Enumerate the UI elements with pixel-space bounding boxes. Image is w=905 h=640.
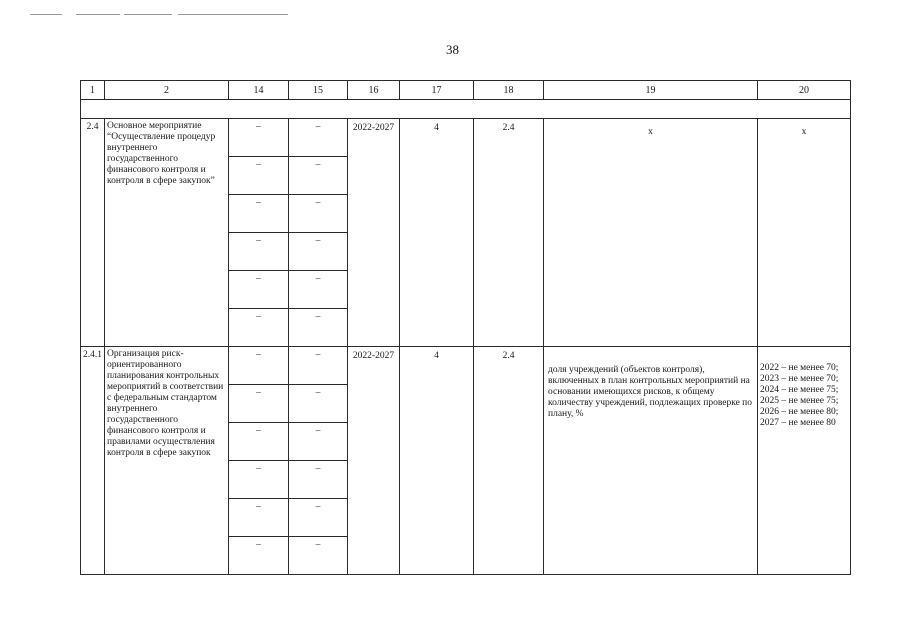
dash-cell: – (229, 385, 289, 423)
header-row (81, 81, 851, 100)
column-header: 14 (229, 81, 289, 100)
dash-cell: – (289, 537, 348, 575)
measure-name: Основное мероприятие “Осуществление процедур внутреннего государственного финансового контроля и контроля в сфере закупок” (105, 119, 229, 347)
period-cell: 2022-2027 (348, 119, 400, 347)
dash-cell: – (289, 195, 348, 233)
indicator-cell: x (544, 119, 758, 347)
col18-cell: 2.4 (474, 119, 544, 347)
target-line: 2026 – не менее 80; (760, 407, 839, 417)
column-header: 18 (474, 81, 544, 100)
dash-cell: – (229, 157, 289, 195)
target-cell (758, 347, 851, 575)
spacer-row (81, 100, 851, 119)
dash-cell: – (229, 461, 289, 499)
program-table (80, 80, 851, 575)
dash-cell: – (229, 271, 289, 309)
target-cell (758, 119, 851, 347)
indicator-cell: доля учреждений (объектов контроля), включенных в план контрольных мероприятий на основании имеющихся рисков, к общему количеству учреждений, подлежащих проверке по плану, % (544, 347, 758, 575)
col18-cell: 2.4 (474, 347, 544, 575)
col17-cell: 4 (400, 119, 474, 347)
dash-cell: – (229, 537, 289, 575)
column-header: 15 (289, 81, 348, 100)
target-line: 2022 – не менее 70; (760, 363, 839, 373)
scan-artifact-line (178, 14, 288, 15)
dash-cell: – (289, 461, 348, 499)
dash-cell: – (229, 309, 289, 347)
page-number: 38 (446, 42, 459, 57)
dash-cell: – (289, 499, 348, 537)
spacer-cell (81, 100, 851, 119)
column-header: 1 (81, 81, 105, 100)
target-line: 2024 – не менее 75; (760, 385, 839, 395)
table-row (81, 119, 851, 157)
dash-cell: – (289, 385, 348, 423)
dash-cell: – (229, 499, 289, 537)
dash-cell: – (229, 233, 289, 271)
dash-cell: – (229, 347, 289, 385)
dash-cell: – (289, 233, 348, 271)
period-cell: 2022-2027 (348, 347, 400, 575)
dash-cell: – (229, 423, 289, 461)
target-line: 2025 – не менее 75; (760, 396, 839, 406)
column-header: 16 (348, 81, 400, 100)
row-number: 2.4.1 (81, 347, 105, 575)
target-line: x (801, 127, 807, 137)
measure-name: Организация риск-ориентированного планирования контрольных мероприятий в соответствии с федеральным стандартом внутреннего государственного финансового контроля и правилами осуществления контроля в сфере закупок (105, 347, 229, 575)
row-number: 2.4 (81, 119, 105, 347)
column-header: 2 (105, 81, 229, 100)
scan-artifact-line (76, 14, 120, 15)
column-header: 17 (400, 81, 474, 100)
dash-cell: – (289, 347, 348, 385)
dash-cell: – (229, 195, 289, 233)
dash-cell: – (289, 119, 348, 157)
dash-cell: – (289, 271, 348, 309)
scan-artifact-line (124, 14, 172, 15)
dash-cell: – (229, 119, 289, 157)
dash-cell: – (289, 309, 348, 347)
dash-cell: – (289, 157, 348, 195)
scan-artifact-line (30, 14, 62, 15)
target-line: 2027 – не менее 80 (760, 418, 836, 428)
dash-cell: – (289, 423, 348, 461)
column-header: 20 (758, 81, 851, 100)
table-row (81, 347, 851, 385)
target-line: 2023 – не менее 70; (760, 374, 839, 384)
column-header: 19 (544, 81, 758, 100)
col17-cell: 4 (400, 347, 474, 575)
